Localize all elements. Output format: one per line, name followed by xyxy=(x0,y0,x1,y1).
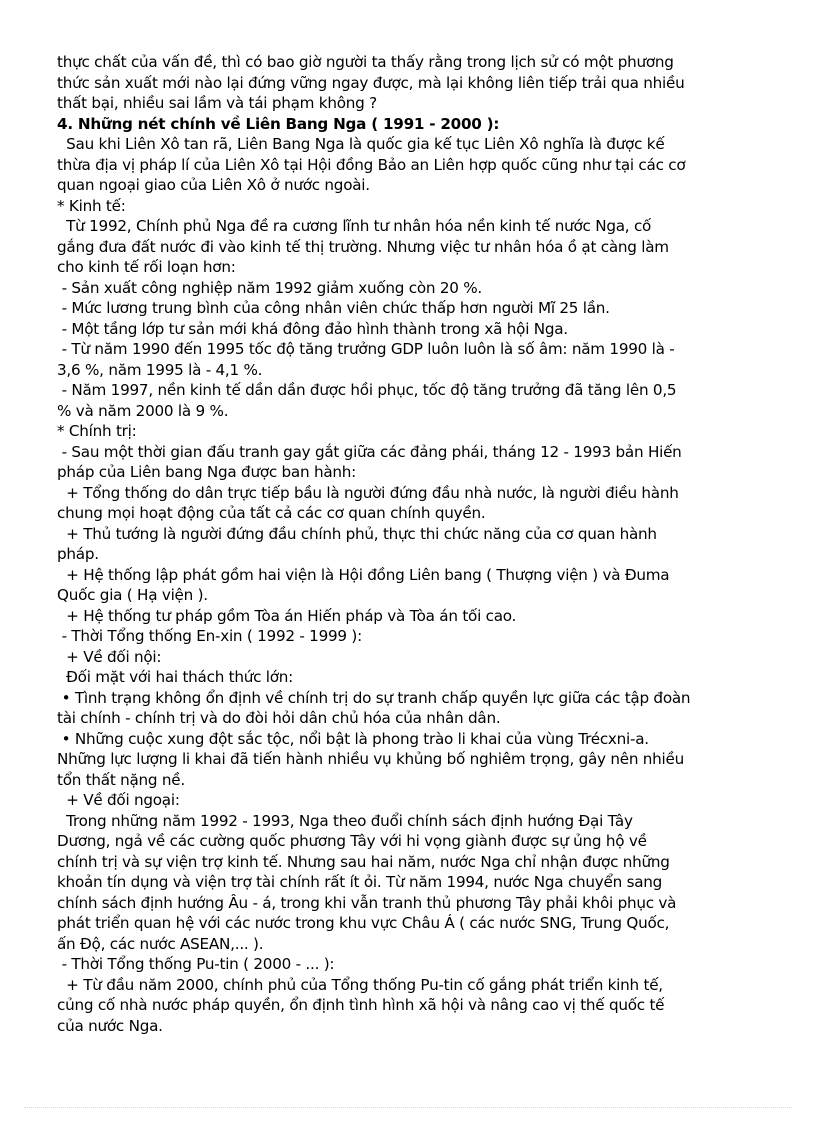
text-line: + Hệ thống tư pháp gồm Tòa án Hiến pháp và Tòa án tối cao. xyxy=(57,606,517,625)
text-line: tổn thất nặng nề. xyxy=(57,770,185,789)
text-line: Dương, ngả về các cường quốc phương Tây với hi vọng giành được sự ủng hộ về xyxy=(57,832,647,850)
text-line: Quốc gia ( Hạ viện ). xyxy=(57,586,208,604)
text-line: + Thủ tướng là người đứng đầu chính phủ, thực thi chức năng của cơ quan hành xyxy=(57,524,657,543)
text-line: khoản tín dụng và viện trợ tài chính rất ít ỏi. Từ năm 1994, nước Nga chuyển sang xyxy=(57,873,663,891)
text-line: - Sau một thời gian đấu tranh gay gắt giữa các đảng phái, tháng 12 - 1993 bản Hiến xyxy=(57,442,682,461)
text-line: pháp của Liên bang Nga được ban hành: xyxy=(57,463,356,481)
text-line: + Từ đầu năm 2000, chính phủ của Tổng thống Pu-tin cố gắng phát triển kinh tế, xyxy=(57,975,663,994)
page-bottom-divider xyxy=(24,1107,792,1108)
text-line: * Kinh tế: xyxy=(57,196,126,215)
text-line: phát triển quan hệ với các nước trong khu vực Châu Á ( các nước SNG, Trung Quốc, xyxy=(57,914,670,932)
text-line: cho kinh tế rối loạn hơn: xyxy=(57,258,236,276)
text-line: - Một tầng lớp tư sản mới khá đông đảo hình thành trong xã hội Nga. xyxy=(57,319,568,338)
text-line: tài chính - chính trị và do đòi hỏi dân chủ hóa của nhân dân. xyxy=(57,709,501,727)
text-line: - Năm 1997, nền kinh tế dần dần được hồi phục, tốc độ tăng trưởng đã tăng lên 0,5 xyxy=(57,381,677,399)
text-line: chung mọi hoạt động của tất cả các cơ quan chính quyền. xyxy=(57,504,486,522)
text-line: * Chính trị: xyxy=(57,422,137,440)
text-line: - Từ năm 1990 đến 1995 tốc độ tăng trưởng GDP luôn luôn là số âm: năm 1990 là - xyxy=(57,340,675,358)
text-line: - Sản xuất công nghiệp năm 1992 giảm xuống còn 20 %. xyxy=(57,278,482,297)
text-line: pháp. xyxy=(57,545,99,563)
text-line: - Thời Tổng thống Pu-tin ( 2000 - ... ): xyxy=(57,955,335,973)
text-line: Đối mặt với hai thách thức lớn: xyxy=(57,668,294,686)
section-heading: 4. Những nét chính về Liên Bang Nga ( 1991 - 2000 ): xyxy=(57,114,500,133)
text-line: + Về đối nội: xyxy=(57,647,162,666)
text-line: thực chất của vấn đề, thì có bao giờ người ta thấy rằng trong lịch sử có một phương xyxy=(57,53,674,71)
text-line: 3,6 %, năm 1995 là - 4,1 %. xyxy=(57,360,263,379)
text-line: • Tình trạng không ổn định về chính trị do sự tranh chấp quyền lực giữa các tập đoàn xyxy=(57,688,691,707)
text-line: - Mức lương trung bình của công nhân viên chức thấp hơn người Mĩ 25 lần. xyxy=(57,299,610,317)
text-line: thức sản xuất mới nào lại đứng vững ngay được, mà lại không liên tiếp trải qua nhiều xyxy=(57,73,685,92)
text-line: + Tổng thống do dân trực tiếp bầu là người đứng đầu nhà nước, là người điều hành xyxy=(57,483,679,502)
text-line: thất bại, nhiều sai lầm và tái phạm không ? xyxy=(57,94,377,112)
text-line: + Hệ thống lập phát gồm hai viện là Hội đồng Liên bang ( Thượng viện ) và Đuma xyxy=(57,565,670,584)
text-line: • Những cuộc xung đột sắc tộc, nổi bật là phong trào li khai của vùng Trécxni-a. xyxy=(57,729,649,748)
text-line: chính sách định hướng Âu - á, trong khi vẫn tranh thủ phương Tây phải khôi phục và xyxy=(57,893,677,912)
text-line: của nước Nga. xyxy=(57,1016,163,1035)
document-body xyxy=(57,52,757,1036)
text-line: ấn Độ, các nước ASEAN,... ). xyxy=(57,934,264,953)
text-line: củng cố nhà nước pháp quyền, ổn định tình hình xã hội và nâng cao vị thế quốc tế xyxy=(57,996,665,1014)
text-line: Trong những năm 1992 - 1993, Nga theo đuổi chính sách định hướng Đại Tây xyxy=(57,811,633,830)
text-line: quan ngoại giao của Liên Xô ở nước ngoài. xyxy=(57,176,370,194)
text-line: Từ 1992, Chính phủ Nga đề ra cương lĩnh tư nhân hóa nền kinh tế nước Nga, cố xyxy=(57,217,652,235)
text-line: + Về đối ngoại: xyxy=(57,791,180,809)
text-line: chính trị và sự viện trợ kinh tế. Nhưng sau hai năm, nước Nga chỉ nhận được những xyxy=(57,852,670,871)
text-line: % và năm 2000 là 9 %. xyxy=(57,401,229,420)
text-line: - Thời Tổng thống En-xin ( 1992 - 1999 ): xyxy=(57,627,362,645)
text-line: Những lực lượng li khai đã tiến hành nhiều vụ khủng bố nghiêm trọng, gây nên nhiều xyxy=(57,750,684,768)
text-line: Sau khi Liên Xô tan rã, Liên Bang Nga là quốc gia kế tục Liên Xô nghĩa là được kế xyxy=(57,135,665,153)
text-line: gắng đưa đất nước đi vào kinh tế thị trường. Nhưng việc tư nhân hóa ồ ạt càng làm xyxy=(57,237,669,256)
text-line: thừa địa vị pháp lí của Liên Xô tại Hội đồng Bảo an Liên hợp quốc cũng như tại các cơ xyxy=(57,155,686,174)
